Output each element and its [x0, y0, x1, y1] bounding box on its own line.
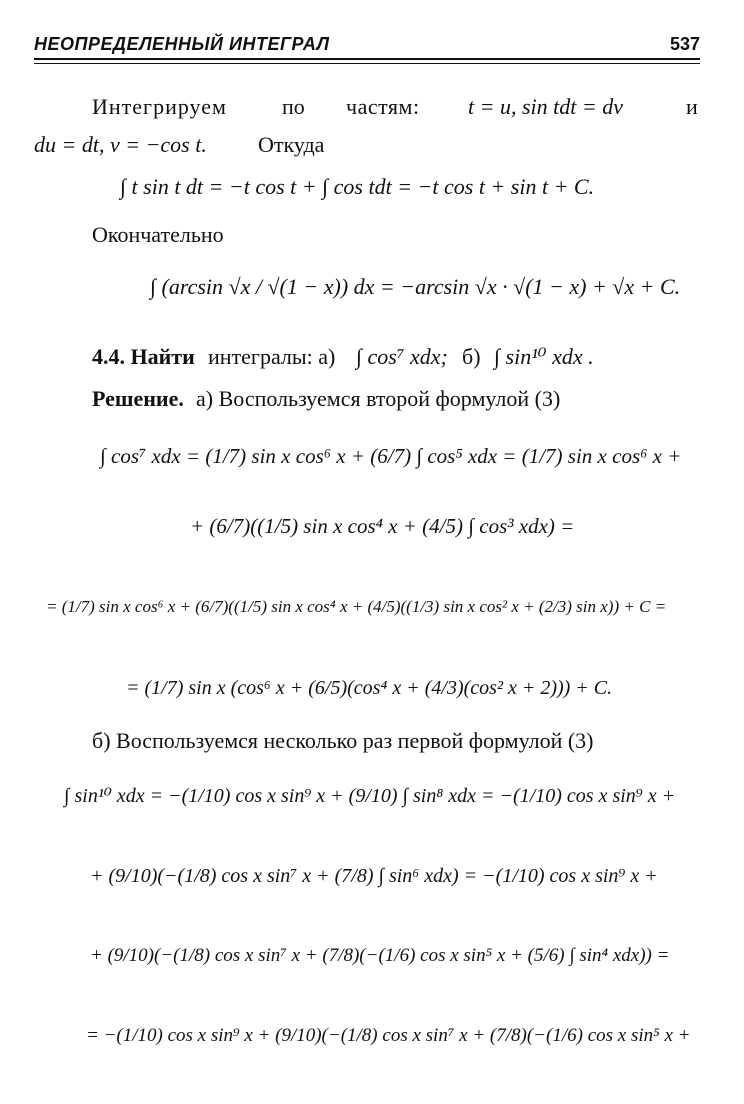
- text-parts: частям:: [346, 94, 420, 119]
- header-title: НЕОПРЕДЕЛЕННЫЙ ИНТЕГРАЛ: [34, 34, 330, 54]
- equation-a1: ∫ cos⁷ xdx = (1/7) sin x cos⁶ x + (6/7) ∫ cos⁵ xdx = (1/7) sin x cos⁶ x +: [100, 444, 682, 468]
- text-whence: Откуда: [258, 132, 325, 157]
- equation-b2: + (9/10)(−(1/8) cos x sin⁷ x + (7/8) ∫ sin⁶ xdx) = −(1/10) cos x sin⁹ x +: [90, 865, 658, 887]
- text-integrate: Интегрируем: [92, 94, 227, 119]
- header-rule-thin: [34, 63, 700, 64]
- task-integral-b: ∫ sin¹⁰ xdx .: [494, 344, 594, 369]
- text-by: по: [282, 94, 305, 119]
- equation-1: ∫ t sin t dt = −t cos t + ∫ cos tdt = −t cos t + sin t + C.: [120, 174, 595, 199]
- solution-text-a: а) Воспользуемся второй формулой (3): [196, 386, 561, 411]
- page-number: 537: [669, 34, 700, 54]
- math-du-v: du = dt, v = −cos t.: [34, 132, 207, 157]
- math-substitution: t = u, sin tdt = dv: [468, 94, 623, 119]
- equation-b3: + (9/10)(−(1/8) cos x sin⁷ x + (7/8)(−(1/6) cos x sin⁵ x + (5/6) ∫ sin⁴ xdx)) =: [90, 945, 670, 966]
- equation-b1: ∫ sin¹⁰ xdx = −(1/10) cos x sin⁹ x + (9/10) ∫ sin⁸ xdx = −(1/10) cos x sin⁹ x +: [64, 785, 676, 807]
- solution-label: Решение.: [92, 386, 184, 411]
- task-b-label: б): [462, 344, 481, 369]
- header-rule-thick: [34, 58, 700, 60]
- running-header: [34, 32, 700, 58]
- text-and: и: [686, 94, 698, 119]
- equation-a3: = (1/7) sin x cos⁶ x + (6/7)((1/5) sin x cos⁴ x + (4/5)((1/3) sin x cos² x + (2/3) sin x)) + C =: [46, 597, 667, 616]
- solution-text-b: б) Воспользуемся несколько раз первой формулой (3): [92, 728, 594, 753]
- equation-a4: = (1/7) sin x (cos⁶ x + (6/5)(cos⁴ x + (4/3)(cos² x + 2))) + C.: [126, 677, 613, 699]
- equation-a2: + (6/7)((1/5) sin x cos⁴ x + (4/5) ∫ cos³ xdx) =: [190, 514, 575, 538]
- equation-2: ∫ (arcsin √x / √(1 − x)) dx = −arcsin √x · √(1 − x) + √x + C.: [150, 274, 681, 299]
- task-integral-a: ∫ cos⁷ xdx;: [356, 344, 448, 369]
- task-text: интегралы: а): [208, 344, 336, 369]
- text-finally: Окончательно: [92, 222, 224, 247]
- equation-b4: = −(1/10) cos x sin⁹ x + (9/10)(−(1/8) cos x sin⁷ x + (7/8)(−(1/6) cos x sin⁵ x +: [86, 1025, 691, 1046]
- task-number: 4.4. Найти: [92, 344, 195, 369]
